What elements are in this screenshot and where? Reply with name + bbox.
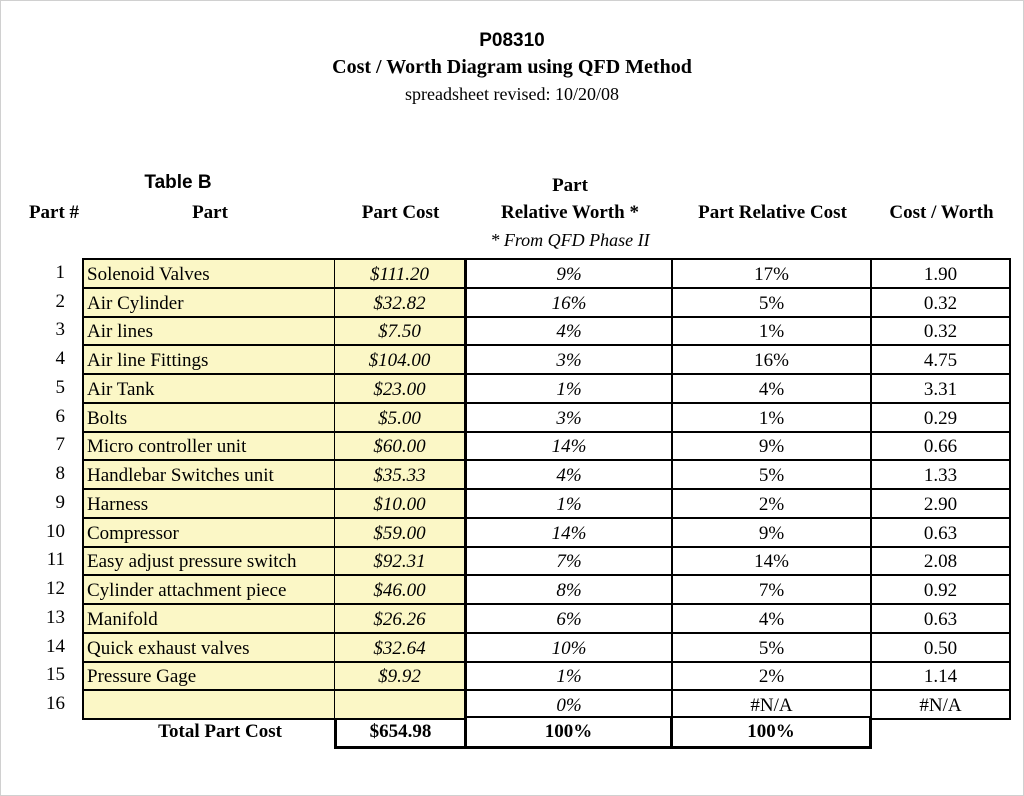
part-name xyxy=(82,689,334,720)
relative-worth: 1% xyxy=(467,488,673,519)
part-name: Air Cylinder xyxy=(82,287,334,318)
relative-worth: 3% xyxy=(467,344,673,375)
cost-worth-ratio: 0.29 xyxy=(872,402,1011,433)
row-number: 9 xyxy=(55,492,65,513)
part-name: Quick exhaust valves xyxy=(82,632,334,663)
part-cost xyxy=(334,689,467,720)
cost-worth-ratio: 0.66 xyxy=(872,431,1011,461)
cost-worth-ratio: 0.50 xyxy=(872,632,1011,663)
relative-cost: 5% xyxy=(673,632,872,663)
part-cost: $104.00 xyxy=(334,344,467,375)
col-header-cost-worth: Cost / Worth xyxy=(889,202,994,223)
cost-worth-ratio: 1.90 xyxy=(872,258,1011,289)
table-bottom-border-right xyxy=(872,718,1011,720)
part-name: Handlebar Switches unit xyxy=(82,459,334,490)
col-header-part-number: Part # xyxy=(28,202,80,223)
row-number: 5 xyxy=(55,377,65,398)
relative-worth: 1% xyxy=(467,661,673,691)
part-cost: $92.31 xyxy=(334,546,467,576)
relative-cost: 7% xyxy=(673,574,872,605)
col-header-worth-note: * From QFD Phase II xyxy=(490,230,650,250)
part-name: Air Tank xyxy=(82,373,334,404)
cost-worth-ratio: 3.31 xyxy=(872,373,1011,404)
revision-date: spreadsheet revised: 10/20/08 xyxy=(405,84,619,104)
row-number: 2 xyxy=(55,291,65,312)
col-header-relative-worth: Relative Worth * xyxy=(501,202,639,223)
part-name: Easy adjust pressure switch xyxy=(82,546,334,576)
part-name: Air lines xyxy=(82,316,334,346)
relative-cost: 1% xyxy=(673,402,872,433)
col-header-part-cost: Part Cost xyxy=(361,202,440,223)
part-cost: $32.82 xyxy=(334,287,467,318)
part-cost: $10.00 xyxy=(334,488,467,519)
col-header-relative-cost: Part Relative Cost xyxy=(698,202,847,223)
row-number: 8 xyxy=(55,463,65,484)
relative-cost: 2% xyxy=(673,488,872,519)
part-cost: $23.00 xyxy=(334,373,467,404)
project-number: P08310 xyxy=(479,30,545,51)
cost-worth-ratio: 1.14 xyxy=(872,661,1011,691)
part-cost: $46.00 xyxy=(334,574,467,605)
cost-worth-ratio: 2.08 xyxy=(872,546,1011,576)
cost-worth-ratio: 1.33 xyxy=(872,459,1011,490)
relative-worth: 7% xyxy=(467,546,673,576)
row-number: 1 xyxy=(55,262,65,283)
part-name: Cylinder attachment piece xyxy=(82,574,334,605)
relative-cost: #N/A xyxy=(673,689,872,720)
total-worth: 100% xyxy=(467,716,673,749)
relative-worth: 10% xyxy=(467,632,673,663)
relative-worth: 8% xyxy=(467,574,673,605)
relative-worth: 14% xyxy=(467,517,673,548)
cost-worth-ratio: 0.32 xyxy=(872,287,1011,318)
total-relative-cost: 100% xyxy=(673,716,872,749)
part-cost: $35.33 xyxy=(334,459,467,490)
row-number: 13 xyxy=(46,607,65,628)
part-name: Compressor xyxy=(82,517,334,548)
cost-worth-ratio: 4.75 xyxy=(872,344,1011,375)
cost-worth-ratio: 0.32 xyxy=(872,316,1011,346)
part-cost: $9.92 xyxy=(334,661,467,691)
part-cost: $32.64 xyxy=(334,632,467,663)
relative-cost: 2% xyxy=(673,661,872,691)
total-cost: $654.98 xyxy=(334,718,467,749)
row-number: 12 xyxy=(46,578,65,599)
part-cost: $5.00 xyxy=(334,402,467,433)
part-name: Micro controller unit xyxy=(82,431,334,461)
document-title: Cost / Worth Diagram using QFD Method xyxy=(332,56,692,78)
relative-worth: 0% xyxy=(467,689,673,720)
cost-worth-ratio: 0.92 xyxy=(872,574,1011,605)
relative-worth: 1% xyxy=(467,373,673,404)
col-header-worth-top: Part xyxy=(552,175,588,196)
part-name: Air line Fittings xyxy=(82,344,334,375)
row-number: 6 xyxy=(55,406,65,427)
relative-worth: 6% xyxy=(467,603,673,634)
cost-worth-ratio: 0.63 xyxy=(872,603,1011,634)
relative-cost: 16% xyxy=(673,344,872,375)
table-name: Table B xyxy=(144,172,212,193)
row-number: 15 xyxy=(46,664,65,685)
part-cost: $7.50 xyxy=(334,316,467,346)
relative-worth: 9% xyxy=(467,258,673,289)
cost-worth-ratio: 0.63 xyxy=(872,517,1011,548)
cost-worth-ratio: #N/A xyxy=(872,689,1011,720)
relative-worth: 4% xyxy=(467,316,673,346)
row-number: 11 xyxy=(46,549,65,570)
relative-worth: 4% xyxy=(467,459,673,490)
relative-cost: 5% xyxy=(673,287,872,318)
relative-cost: 1% xyxy=(673,316,872,346)
row-number: 7 xyxy=(55,434,65,455)
part-name: Pressure Gage xyxy=(82,661,334,691)
col-header-part: Part xyxy=(192,202,228,223)
relative-worth: 14% xyxy=(467,431,673,461)
relative-worth: 3% xyxy=(467,402,673,433)
relative-cost: 9% xyxy=(673,431,872,461)
row-number: 14 xyxy=(46,636,65,657)
row-number: 16 xyxy=(46,693,65,714)
part-cost: $26.26 xyxy=(334,603,467,634)
part-name: Harness xyxy=(82,488,334,519)
row-number: 3 xyxy=(55,319,65,340)
relative-cost: 9% xyxy=(673,517,872,548)
part-name: Solenoid Valves xyxy=(82,258,334,289)
row-number: 10 xyxy=(46,521,65,542)
row-number: 4 xyxy=(55,348,65,369)
relative-cost: 14% xyxy=(673,546,872,576)
part-cost: $111.20 xyxy=(334,258,467,289)
total-label: Total Part Cost xyxy=(158,721,282,742)
part-cost: $59.00 xyxy=(334,517,467,548)
cost-worth-ratio: 2.90 xyxy=(872,488,1011,519)
part-cost: $60.00 xyxy=(334,431,467,461)
relative-cost: 4% xyxy=(673,373,872,404)
relative-cost: 17% xyxy=(673,258,872,289)
relative-cost: 5% xyxy=(673,459,872,490)
relative-cost: 4% xyxy=(673,603,872,634)
relative-worth: 16% xyxy=(467,287,673,318)
part-name: Bolts xyxy=(82,402,334,433)
part-name: Manifold xyxy=(82,603,334,634)
